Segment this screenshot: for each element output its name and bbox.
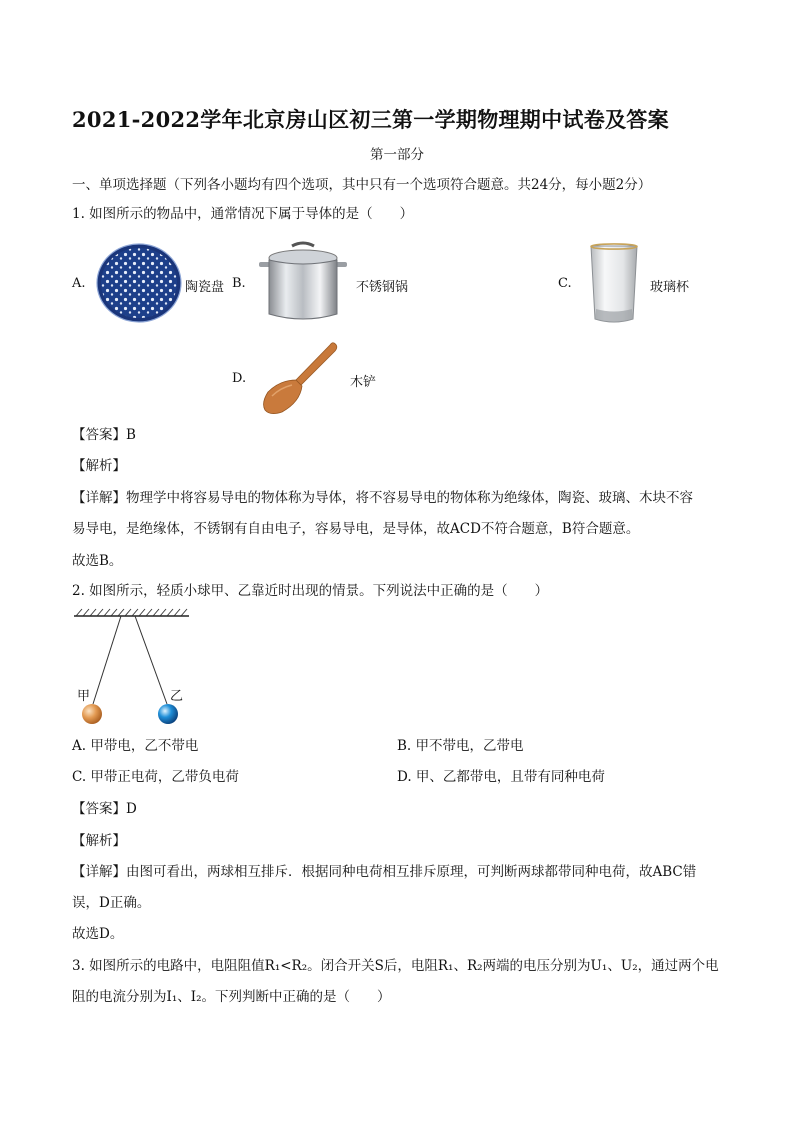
charged-balls-diagram — [72, 608, 192, 728]
page-title: 2021-2022学年北京房山区初三第一学期物理期中试卷及答案 — [72, 107, 669, 132]
q2-option-d: D. 甲、乙都带电，且带有同种电荷 — [397, 769, 605, 785]
q1-option-b-letter: B. — [232, 276, 246, 291]
ball-yi-label: 乙 — [170, 689, 184, 704]
section-heading: 一、单项选择题（下列各小题均有四个选项，其中只有一个选项符合题意。共24分，每小题2分） — [72, 177, 652, 193]
q1-conclusion: 故选B。 — [72, 553, 123, 569]
q1-option-c-label: 玻璃杯 — [650, 280, 690, 295]
porcelain-plate-image — [96, 243, 182, 323]
q1-stem: 1. 如图所示的物品中，通常情况下属于导体的是（ ） — [72, 206, 414, 222]
q1-option-d-letter: D. — [232, 371, 247, 386]
string-left — [93, 616, 121, 704]
q3-stem-line-1: 3. 如图所示的电路中，电阻阻值R₁<R₂。闭合开关S后，电阻R₁、R₂两端的电压分别为U₁、U₂，通过两个电 — [72, 958, 719, 974]
q1-option-a-letter: A. — [72, 276, 86, 291]
q1-option-d-label: 木铲 — [350, 375, 377, 390]
q2-analysis: 【解析】 — [72, 833, 126, 849]
q3-stem-line-2: 阻的电流分别为I₁、I₂。下列判断中正确的是（ ） — [72, 989, 391, 1005]
q2-option-a: A. 甲带电，乙不带电 — [72, 738, 199, 754]
stainless-pot-image — [256, 240, 350, 324]
q1-option-b-label: 不锈钢锅 — [356, 280, 409, 295]
ceiling-hatching — [76, 609, 187, 616]
wooden-spatula-image — [260, 340, 340, 416]
part-heading: 第一部分 — [370, 147, 424, 163]
q1-answer: 【答案】B — [72, 427, 136, 443]
string-right — [135, 616, 167, 704]
q2-detail-line-2: 误，D正确。 — [72, 895, 151, 911]
q2-conclusion: 故选D。 — [72, 926, 124, 942]
glass-cup-image — [588, 243, 640, 325]
q1-detail-line-2: 易导电，是绝缘体，不锈钢有自由电子，容易导电，是导体，故ACD不符合题意，B符合题意。 — [72, 521, 640, 537]
ball-jia-label: 甲 — [77, 689, 91, 704]
ball-jia — [82, 704, 102, 724]
ball-yi — [158, 704, 178, 724]
q2-stem: 2. 如图所示，轻质小球甲、乙靠近时出现的情景。下列说法中正确的是（ ） — [72, 583, 549, 599]
q2-answer: 【答案】D — [72, 801, 137, 817]
q1-option-a-label: 陶瓷盘 — [185, 280, 225, 295]
q1-analysis: 【解析】 — [72, 458, 126, 474]
q1-option-c-letter: C. — [558, 276, 572, 291]
q2-option-c: C. 甲带正电荷，乙带负电荷 — [72, 769, 239, 785]
q2-option-b: B. 甲不带电，乙带电 — [397, 738, 524, 754]
q2-detail-line-1: 【详解】由图可看出，两球相互排斥．根据同种电荷相互排斥原理，可判断两球都带同种电荷，故ABC错 — [72, 864, 697, 880]
q1-detail-line-1: 【详解】物理学中将容易导电的物体称为导体，将不容易导电的物体称为绝缘体，陶瓷、玻璃、木块不容 — [72, 490, 693, 506]
